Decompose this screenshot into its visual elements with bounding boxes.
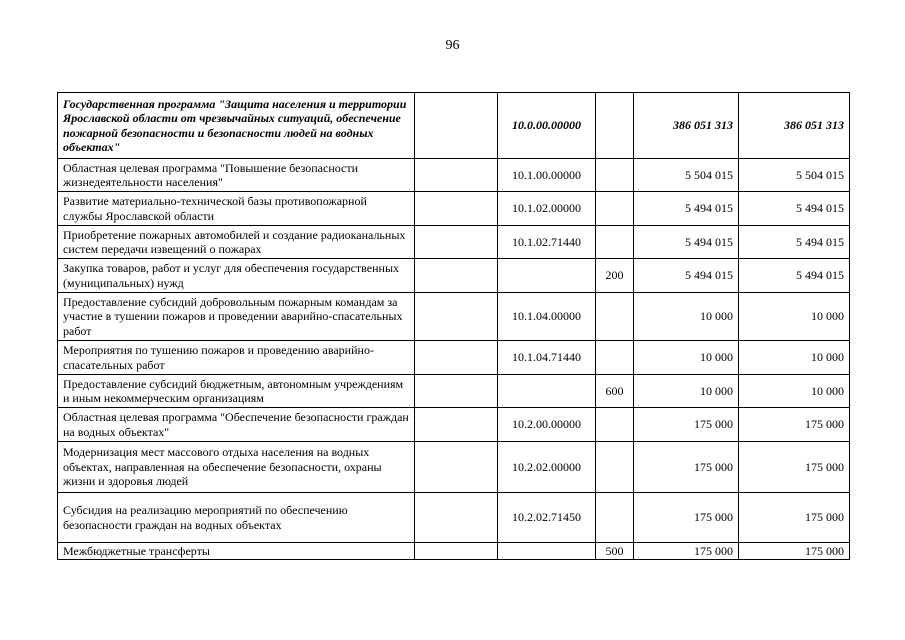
expense-type — [596, 293, 634, 341]
amount-1: 175 000 — [634, 493, 739, 543]
empty-cell — [415, 259, 498, 293]
table-row — [58, 192, 850, 226]
empty-cell — [415, 375, 498, 408]
target-code: 10.1.00.00000 — [498, 159, 596, 192]
program-name: Областная целевая программа "Обеспечение безопасности граждан на водных объектах" — [58, 408, 415, 442]
target-code — [498, 543, 596, 560]
program-name: Модернизация мест массового отдыха населения на водных объектах, направленная на обеспечение безопасности, охраны жизни и здоровья людей — [58, 442, 415, 493]
program-name: Предоставление субсидий бюджетным, автономным учреждениям и иным некоммерческим организациям — [58, 375, 415, 408]
amount-2: 175 000 — [739, 543, 850, 560]
program-name: Закупка товаров, работ и услуг для обеспечения государственных (муниципальных) нужд — [58, 259, 415, 293]
amount-1: 175 000 — [634, 408, 739, 442]
empty-cell — [415, 192, 498, 226]
target-code: 10.1.02.71440 — [498, 226, 596, 259]
amount-2: 5 504 015 — [739, 159, 850, 192]
amount-1: 386 051 313 — [634, 93, 739, 159]
page-number: 96 — [445, 38, 460, 53]
program-name: Областная целевая программа "Повышение безопасности жизнедеятельности населения" — [58, 159, 415, 192]
table-row — [58, 159, 850, 192]
amount-1: 175 000 — [634, 543, 739, 560]
amount-1: 5 494 015 — [634, 259, 739, 293]
table-row — [58, 442, 850, 493]
amount-1: 175 000 — [634, 442, 739, 493]
table-row — [58, 408, 850, 442]
amount-1: 10 000 — [634, 375, 739, 408]
expense-type: 200 — [596, 259, 634, 293]
empty-cell — [415, 493, 498, 543]
program-name: Мероприятия по тушению пожаров и проведению аварийно-спасательных работ — [58, 341, 415, 375]
empty-cell — [415, 442, 498, 493]
target-code: 10.2.00.00000 — [498, 408, 596, 442]
target-code: 10.1.04.71440 — [498, 341, 596, 375]
table-row — [58, 341, 850, 375]
expense-type: 600 — [596, 375, 634, 408]
empty-cell — [415, 293, 498, 341]
target-code — [498, 259, 596, 293]
amount-2: 5 494 015 — [739, 259, 850, 293]
target-code: 10.1.02.00000 — [498, 192, 596, 226]
amount-1: 5 494 015 — [634, 226, 739, 259]
expense-type: 500 — [596, 543, 634, 560]
target-code: 10.1.04.00000 — [498, 293, 596, 341]
expense-type — [596, 493, 634, 543]
empty-cell — [415, 341, 498, 375]
amount-2: 5 494 015 — [739, 226, 850, 259]
expense-type — [596, 192, 634, 226]
table-row — [58, 375, 850, 408]
amount-1: 5 494 015 — [634, 192, 739, 226]
expense-type — [596, 226, 634, 259]
budget-table — [57, 92, 850, 560]
target-code: 10.2.02.71450 — [498, 493, 596, 543]
empty-cell — [415, 408, 498, 442]
expense-type — [596, 93, 634, 159]
table-row — [58, 226, 850, 259]
amount-2: 175 000 — [739, 493, 850, 543]
amount-2: 175 000 — [739, 442, 850, 493]
empty-cell — [415, 543, 498, 560]
program-name: Государственная программа "Защита населения и территории Ярославской области от чрезвычайных ситуаций, обеспечение пожарной безопасности и безопасности людей на водных объектах" — [58, 93, 415, 159]
expense-type — [596, 408, 634, 442]
amount-2: 386 051 313 — [739, 93, 850, 159]
table-row — [58, 259, 850, 293]
program-name: Развитие материально-технической базы противопожарной службы Ярославской области — [58, 192, 415, 226]
target-code: 10.0.00.00000 — [498, 93, 596, 159]
amount-2: 10 000 — [739, 293, 850, 341]
amount-1: 10 000 — [634, 341, 739, 375]
program-name: Приобретение пожарных автомобилей и создание радиоканальных систем передачи извещений о пожарах — [58, 226, 415, 259]
amount-1: 5 504 015 — [634, 159, 739, 192]
table-row — [58, 93, 850, 159]
amount-2: 10 000 — [739, 375, 850, 408]
empty-cell — [415, 226, 498, 259]
program-name: Межбюджетные трансферты — [58, 543, 415, 560]
expense-type — [596, 341, 634, 375]
amount-2: 175 000 — [739, 408, 850, 442]
table-row — [58, 493, 850, 543]
empty-cell — [415, 93, 498, 159]
table-row — [58, 293, 850, 341]
program-name: Предоставление субсидий добровольным пожарным командам за участие в тушении пожаров и проведении аварийно-спасательных работ — [58, 293, 415, 341]
program-name: Субсидия на реализацию мероприятий по обеспечению безопасности граждан на водных объектах — [58, 493, 415, 543]
target-code: 10.2.02.00000 — [498, 442, 596, 493]
amount-2: 10 000 — [739, 341, 850, 375]
empty-cell — [415, 159, 498, 192]
target-code — [498, 375, 596, 408]
table-row — [58, 543, 850, 560]
amount-2: 5 494 015 — [739, 192, 850, 226]
expense-type — [596, 159, 634, 192]
amount-1: 10 000 — [634, 293, 739, 341]
expense-type — [596, 442, 634, 493]
